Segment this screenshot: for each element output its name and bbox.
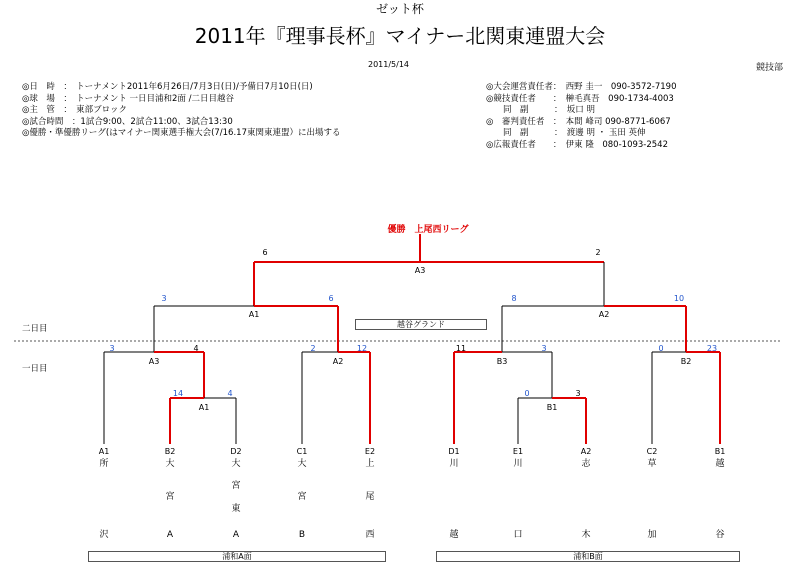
team-name-char: 宮 (165, 492, 175, 502)
day1-label: 一日目 (22, 364, 48, 374)
team-name-char: 大 (165, 459, 175, 469)
final-match (254, 234, 604, 306)
r1b-right-score: 3 (575, 389, 581, 398)
team-B2 (165, 447, 176, 540)
team-name-char: 口 (513, 530, 523, 540)
qf4-label: B2 (680, 357, 692, 366)
department-label: 競技部 (756, 63, 784, 73)
venue-a-box: 浦和A面 (88, 551, 386, 562)
team-name-char: 川 (449, 459, 459, 469)
team-code: E2 (364, 447, 376, 456)
team-code: B2 (164, 447, 176, 456)
team-name-char: 越 (715, 459, 725, 469)
qf3-left-score: 11 (455, 344, 467, 353)
staff-pr-line: ◎広報責任者 ： 伊東 隆 080-1093-2542 (486, 139, 668, 150)
venue-b-box: 浦和B面 (436, 551, 740, 562)
semi-left-label: A1 (248, 310, 260, 319)
qf2-label: A2 (332, 357, 344, 366)
day2-venue-box: 越谷グランド (355, 319, 487, 330)
qf4-left-score: 0 (658, 344, 664, 353)
team-code: C2 (646, 447, 658, 456)
staff-competition-deputy-line: 同 副 ： 坂口 明 (486, 105, 595, 115)
staff-competition-line: ◎競技責任者 ： 榊毛真吾 090-1734-4003 (486, 93, 674, 104)
team-C1 (297, 447, 308, 540)
semi-left-right-score: 6 (328, 294, 334, 303)
team-name-char: 所 (99, 459, 109, 469)
qf1-left-score: 3 (109, 344, 115, 353)
team-name-char: 上 (365, 459, 375, 469)
r1b-left-score: 0 (524, 389, 530, 398)
team-name-char: 加 (647, 530, 657, 540)
team-code: A1 (98, 447, 110, 456)
day2-label: 二日目 (22, 324, 48, 334)
team-name-char: B (298, 530, 306, 540)
team-name-char: 大 (231, 459, 241, 469)
team-C2 (647, 447, 658, 540)
team-name-char: 西 (365, 530, 375, 540)
team-code: E1 (512, 447, 524, 456)
team-name-char: 沢 (99, 530, 109, 540)
team-E2 (365, 447, 375, 540)
semi-right-label: A2 (598, 310, 610, 319)
qf3-right-score: 3 (541, 344, 547, 353)
champion-label: 優勝 上尾西リーグ (387, 225, 469, 235)
team-A1 (99, 447, 110, 540)
info-time-line: ◎試合時間 ：1試合9:00、2試合11:00、3試合13:30 (22, 116, 233, 127)
team-name-char: A (232, 530, 240, 540)
team-code: D1 (448, 447, 460, 456)
team-name-char: 志 (581, 459, 591, 469)
tournament-subtitle: ゼット杯 (376, 2, 424, 16)
qf3-label: B3 (496, 357, 508, 366)
r1a-label: A1 (198, 403, 210, 412)
semi-left-left-score: 3 (161, 294, 167, 303)
semi-right-left-score: 8 (511, 294, 517, 303)
final-left-score: 6 (262, 248, 268, 257)
team-code: D2 (230, 447, 242, 456)
staff-umpire-deputy-line: 同 副 ： 渡邊 明 ・ 玉田 英伸 (486, 128, 646, 138)
team-name-char: 谷 (715, 530, 725, 540)
info-host-line: ◎主 管 ： 東部ブロック (22, 105, 127, 115)
team-E1 (513, 447, 523, 540)
qf2-left-score: 2 (310, 344, 316, 353)
r1a-right-score: 4 (227, 389, 233, 398)
team-code: C1 (296, 447, 308, 456)
final-label: A3 (414, 266, 426, 275)
team-name-char: A (166, 530, 174, 540)
team-A2 (581, 447, 592, 540)
team-name-char: 草 (647, 459, 657, 469)
team-B1 (715, 447, 726, 540)
r1b-label: B1 (546, 403, 558, 412)
team-name-char: 宮 (231, 481, 241, 491)
qf1-right-score: 4 (193, 344, 199, 353)
team-name-char: 越 (449, 530, 459, 540)
info-venue-line: ◎球 場 ： トーナメント 一日目浦和2面 /二日目越谷 (22, 93, 235, 104)
team-code: B1 (714, 447, 726, 456)
info-date-line: ◎日 時 ： トーナメント2011年6月26日/7月3日(日)/予備日7月10日(日) (22, 82, 313, 92)
team-code: A2 (580, 447, 592, 456)
page-title: 2011年『理事長杯』マイナー北関東連盟大会 (194, 24, 606, 48)
team-name-char: 川 (513, 459, 523, 469)
info-qualify-line: ◎優勝・準優勝リーグ(はマイナー関東選手権大会(7/16.17東関東連盟）に出場する (22, 128, 341, 138)
semi-right-right-score: 10 (673, 294, 685, 303)
document-date: 2011/5/14 (368, 60, 410, 69)
staff-operations-line: ◎大会運営責任者： 西野 圭一 090-3572-7190 (486, 82, 677, 92)
qf4-right-score: 23 (706, 344, 718, 353)
team-name-char: 大 (297, 459, 307, 469)
qf2-right-score: 12 (356, 344, 368, 353)
team-name-char: 木 (581, 530, 591, 540)
staff-umpire-line: ◎ 審判責任者 ： 本間 峰司 090-8771-6067 (486, 116, 671, 127)
team-D2 (230, 447, 241, 540)
qf1-label: A3 (148, 357, 160, 366)
r1a-left-score: 14 (172, 389, 184, 398)
team-name-char: 尾 (365, 492, 375, 502)
team-name-char: 東 (231, 504, 241, 514)
team-D1 (448, 447, 459, 540)
final-right-score: 2 (595, 248, 601, 257)
team-name-char: 宮 (297, 492, 307, 502)
